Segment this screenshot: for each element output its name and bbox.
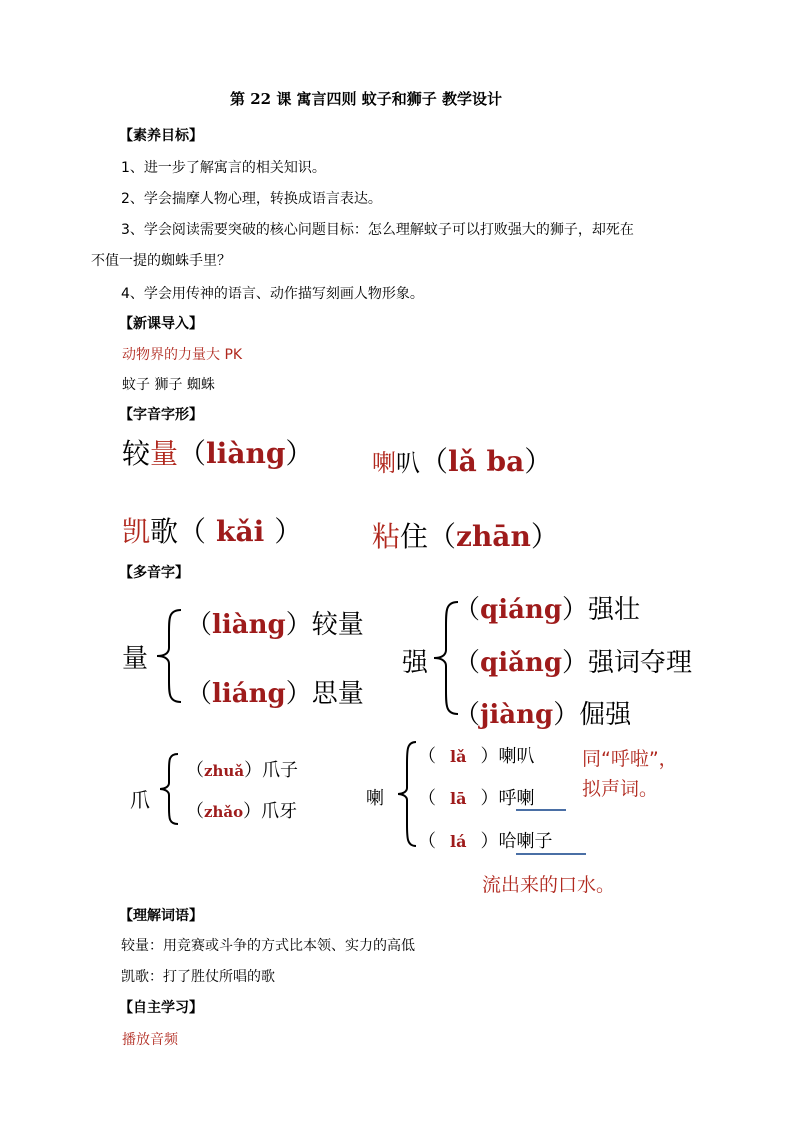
section-heading-characters: 【字音字形】: [119, 407, 203, 423]
char-red: 量: [150, 437, 179, 470]
char-black: 叭: [396, 449, 420, 477]
polyphone-row: （liàng）较量: [186, 610, 364, 640]
pinyin: qiǎng: [480, 648, 563, 678]
intro-animals: 蚊子 狮子 蜘蛛: [122, 377, 215, 393]
paren-open: （: [420, 445, 449, 478]
play-audio-link[interactable]: 播放音频: [122, 1032, 178, 1048]
char-black: 歌: [150, 515, 179, 548]
char-card-kaige: [122, 510, 302, 550]
paren-close: ）: [530, 520, 559, 553]
goal-item-continued: 不值一提的蜘蛛手里？: [91, 253, 231, 269]
page-title: 第 22 课 寓言四则 蚊子和狮子 教学设计: [230, 90, 502, 108]
polyphone-char-la: 喇: [366, 788, 384, 809]
paren-open: （: [178, 437, 207, 470]
char-card-jiaoliang: [122, 432, 313, 472]
brace-liang: [155, 608, 185, 704]
paren-close: ）: [285, 437, 314, 470]
note-hula: 拟声词。: [582, 778, 659, 800]
paren-open: （: [178, 515, 207, 548]
section-heading-polyphones: 【多音字】: [119, 565, 189, 581]
char-card-laba: [372, 440, 552, 480]
pinyin: liáng: [212, 679, 286, 709]
pinyin: qiáng: [480, 595, 563, 625]
word: 思量: [311, 679, 364, 709]
polyphone-row: （qiáng）强壮: [454, 595, 641, 625]
pinyin: lá: [450, 832, 467, 851]
section-heading-vocabulary: 【理解词语】: [119, 908, 203, 924]
underline: [516, 853, 586, 855]
vocab-item: 较量：用竞赛或斗争的方式比本领、实力的高低: [121, 938, 415, 954]
note-hula: 同“呼啦”，: [582, 748, 678, 770]
polyphone-row: （jiàng）倔强: [454, 700, 632, 730]
polyphone-row: （zhuǎ）爪子: [186, 760, 299, 781]
polyphone-row: （zhǎo）爪牙: [186, 801, 298, 822]
section-heading-self-study: 【自主学习】: [119, 1000, 203, 1016]
pinyin: zhǎo: [204, 803, 244, 821]
section-heading-intro: 【新课导入】: [119, 316, 203, 332]
char-card-zhanzhu: [372, 515, 559, 555]
pinyin: zhuǎ: [204, 762, 245, 780]
word: 爪子: [262, 760, 299, 781]
word: 哈喇子: [498, 831, 553, 852]
polyphone-char-zhua: 爪: [130, 788, 150, 812]
char-red: 凯: [122, 515, 151, 548]
pinyin: jiàng: [480, 700, 554, 730]
brace-zhua: [158, 752, 182, 826]
paren-close: ）: [274, 515, 303, 548]
pinyin: lǎ ba: [448, 445, 525, 478]
polyphone-row: （qiǎng）强词夺理: [454, 648, 693, 678]
pinyin: lǎ: [450, 747, 467, 766]
goal-item: 2、学会揣摩人物心理，转换成语言表达。: [121, 191, 382, 207]
pinyin: liàng: [206, 437, 286, 470]
pinyin: lā: [450, 789, 467, 808]
polyphone-char-qiang: 强: [402, 648, 429, 678]
polyphone-row: （ lǎ ）喇叭: [418, 746, 535, 767]
vocab-item: 凯歌：打了胜仗所唱的歌: [121, 969, 275, 985]
char-red: 喇: [372, 449, 396, 477]
word: 呼喇: [498, 788, 535, 809]
pinyin: zhān: [456, 520, 531, 553]
section-heading-goals: 【素养目标】: [119, 128, 203, 144]
polyphone-row: （ lā ）呼喇: [418, 788, 535, 809]
paren-close: ）: [524, 445, 553, 478]
intro-red-text: 动物界的力量大 PK: [122, 347, 243, 363]
char-black: 较: [122, 437, 151, 470]
char-black: 住: [400, 520, 429, 553]
word: 强壮: [588, 595, 641, 625]
word: 较量: [311, 610, 364, 640]
note-hala: 流出来的口水。: [482, 874, 616, 896]
paren-open: （: [428, 520, 457, 553]
pinyin: liàng: [212, 610, 286, 640]
brace-la: [396, 740, 420, 848]
pinyin: kǎi: [216, 515, 265, 548]
char-red: 粘: [372, 520, 401, 553]
polyphone-row: （liáng）思量: [186, 679, 364, 709]
polyphone-row: （ lá ）哈喇子: [418, 831, 553, 852]
word: 喇叭: [498, 746, 535, 767]
polyphone-char-liang: 量: [122, 644, 149, 674]
underline: [516, 809, 566, 811]
goal-item: 3、学会阅读需要突破的核心问题目标：怎么理解蚊子可以打败强大的狮子，却死在: [121, 222, 634, 238]
goal-item: 1、进一步了解寓言的相关知识。: [121, 160, 326, 176]
word: 爪牙: [261, 801, 298, 822]
word: 倔强: [579, 700, 632, 730]
word: 强词夺理: [588, 648, 693, 678]
goal-item: 4、学会用传神的语言、动作描写刻画人物形象。: [121, 286, 424, 302]
